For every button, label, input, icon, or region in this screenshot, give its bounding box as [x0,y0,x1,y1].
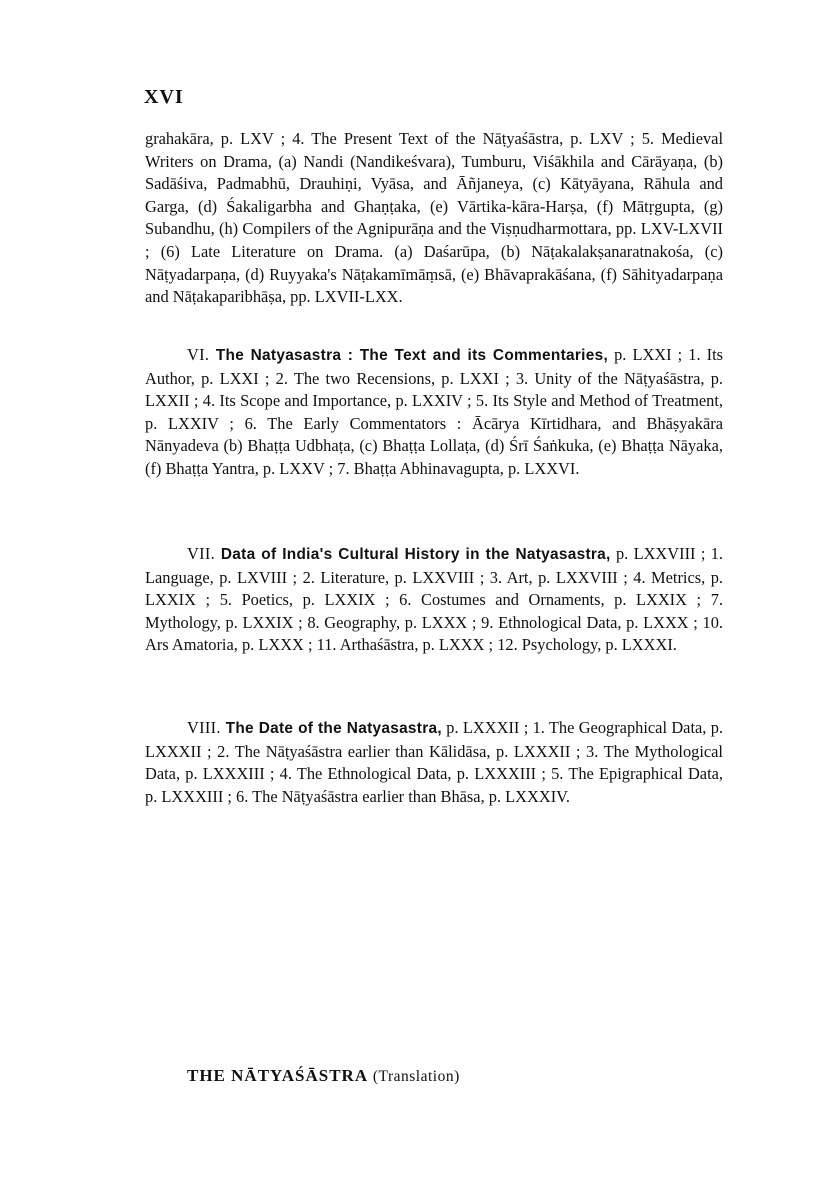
footer-title-main: THE NĀTYAŚĀSTRA [187,1066,369,1085]
section-number: VI. [187,345,210,364]
section-text: p. LXXXII ; 1. The Geographical Data, p. LXXXII ; 2. The Nāṭyaśāstra earlier than Kālidāsa, p. LXXXII ; 3. The Mythological Data, p. LXXXIII ; 4. The Ethnological Data, p. LXXXIII ; 5. The Epigraphical Data, p. LXXXIII ; 6. The Nāṭyaśāstra earlier than Bhāsa, p. LXXXIV. [145,718,723,806]
section-vi [145,344,723,481]
section-text: p. LXXVIII ; 1. Language, p. LXVIII ; 2. Literature, p. LXXVIII ; 3. Art, p. LXXVIII ; 4. Metrics, p. LXXIX ; 5. Poetics, p. LXXIX ; 6. Costumes and Ornaments, p. LXXIX ; 7. Mythology, p. LXXIX ; 8. Geography, p. LXXX ; 9. Ethnological Data, p. LXXX ; 10. Ars Amatoria, p. LXXX ; 11. Arthaśāstra, p. LXXX ; 12. Psychology, p. LXXXI. [145,544,724,655]
section-number: VIII. [187,718,221,737]
section-heading: Data of India's Cultural History in the Natyasastra, [220,546,611,563]
footer-title-subtitle: (Translation) [372,1068,460,1085]
page-number: XVI [144,86,184,108]
section-vii [145,543,723,657]
section-title [187,720,442,737]
footer-book-title [187,1066,460,1086]
section-title [187,546,611,563]
section-text: p. LXXI ; 1. Its Author, p. LXXI ; 2. The two Recensions, p. LXXI ; 3. Unity of the Nāṭyaśāstra, p. LXXII ; 4. Its Scope and Importance, p. LXXIV ; 5. Its Style and Method of Treatment, p. LXXIV ; 6. The Early Commentators : Ācārya Kīrtidhara, and Bhāṣyakāra Nānyadeva (b) Bhaṭṭa Udbhaṭa, (c) Bhaṭṭa Lollaṭa, (d) Śrī Śaṅkuka, (e) Bhaṭṭa Nāyaka, (f) Bhaṭṭa Yantra, p. LXXV ; 7. Bhaṭṭa Abhinavagupta, p. LXXVI. [145,345,723,478]
section-heading: The Date of the Natyasastra, [225,720,442,737]
section-number: VII. [187,544,216,563]
section-viii [145,717,723,808]
section-title [187,347,608,364]
paragraph-text: grahakāra, p. LXV ; 4. The Present Text of the Nāṭyaśāstra, p. LXV ; 5. Medieval Writers on Drama, (a) Nandi (Nandikeśvara), Tumburu, Viśākhila and Cārāyaṇa, (b) Sadāśiva, Padmabhū, Drauhiṇi, Vyāsa, and Āñjaneya, (c) Kātyāyana, Rāhula and Garga, (d) Śakaligarbha and Ghaṇṭaka, (e) Vārtika-kāra-Harṣa, (f) Mātṛgupta, (g) Subandhu, (h) Compilers of the Agnipurāṇa and the Viṣṇudharmottara, pp. LXV-LXVII ; (6) Late Literature on Drama. (a) Daśarūpa, (b) Nāṭakalakṣanaratnakośa, (c) Nāṭyadarpaṇa, (d) Ruyyaka's Nāṭakamīmāṃsā, (e) Bhāvaprakāśana, (f) Sāhityadarpaṇa and Nāṭakaparibhāṣa, pp. LXVII-LXX. [145,129,723,307]
paragraph-continuation [145,128,723,309]
section-heading: The Natyasastra : The Text and its Commentaries, [215,347,609,364]
